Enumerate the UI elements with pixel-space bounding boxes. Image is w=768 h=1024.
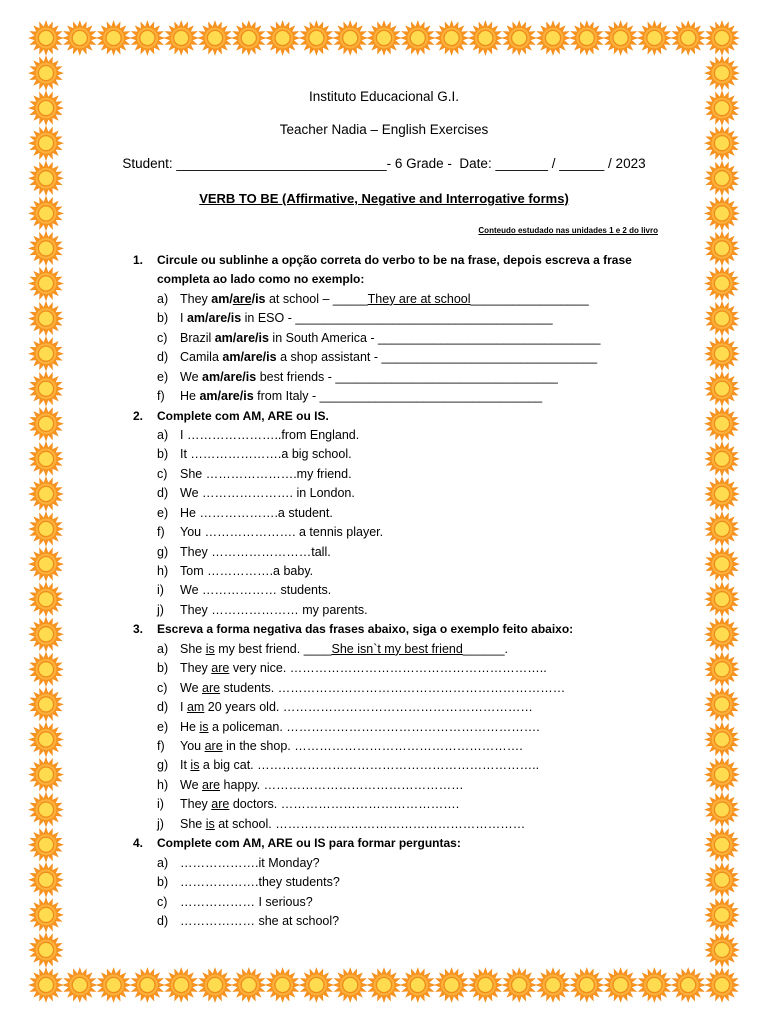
sun-border-icon [536, 968, 570, 1002]
underlined-text: They are at school [367, 291, 471, 306]
sun-border-icon [705, 582, 739, 616]
item-text: Tom …………….a baby. [180, 564, 314, 579]
item-sentence [180, 681, 565, 695]
sun-border-icon [97, 968, 131, 1002]
sun-border-icon [570, 21, 604, 55]
sun-border-icon [705, 968, 739, 1002]
item-sentence [180, 506, 333, 520]
sun-border-icon [299, 968, 333, 1002]
exercise-heading: Complete com AM, ARE ou IS para formar perguntas: [157, 836, 461, 851]
sun-border-icon [435, 21, 469, 55]
sun-border-icon [97, 21, 131, 55]
item-text: You …………………. a tennis player. [180, 525, 384, 540]
sun-border-icon [401, 21, 435, 55]
item-text: from Italy - [253, 389, 320, 404]
item-text: a big cat. ………………………………………………………….. [199, 758, 540, 773]
item-letter: e) [157, 505, 169, 520]
exercise-section [133, 620, 693, 834]
item-text: It [180, 758, 191, 773]
item-text: ……………….it Monday? [180, 855, 320, 870]
teacher-line: Teacher Nadia – English Exercises [279, 122, 489, 137]
exercise-item [133, 465, 693, 484]
item-text: ……………… she at school? [180, 913, 340, 928]
item-letter: i) [157, 583, 164, 598]
sun-border-icon [671, 968, 705, 1002]
sun-border-icon [705, 758, 739, 792]
item-text: ……………….they students? [180, 875, 340, 890]
item-letter: j) [157, 816, 164, 831]
sun-border-icon [266, 968, 300, 1002]
sun-border-icon [468, 968, 502, 1002]
item-letter: b) [157, 311, 169, 326]
item-letter: h) [157, 564, 169, 579]
verb-options: are [232, 291, 252, 306]
sun-border-icon [705, 828, 739, 862]
underlined-text: is [205, 641, 215, 656]
item-letter: b) [157, 661, 169, 676]
exercise-item [133, 854, 693, 873]
item-text: Camila [180, 350, 223, 365]
exercise-item [133, 679, 693, 698]
verb-options: am/are/is [222, 350, 277, 365]
item-sentence [180, 661, 547, 675]
sun-border-icon [130, 968, 164, 1002]
item-sentence [180, 292, 589, 306]
exercise-number: 3. [133, 622, 144, 637]
answer-blank: ____ [303, 641, 332, 656]
item-letter: a) [157, 641, 169, 656]
item-letter: c) [157, 680, 168, 695]
sun-border-icon [29, 758, 63, 792]
item-letter: g) [157, 758, 169, 773]
underlined-text: are [204, 739, 223, 753]
sun-border-icon [468, 21, 502, 55]
answer-blank: ______ [462, 641, 505, 656]
item-sentence [180, 545, 331, 559]
sun-border-icon [705, 231, 739, 265]
sun-border-icon [29, 231, 63, 265]
exercise-item [133, 504, 693, 523]
answer-blank: _______________________________ [381, 350, 598, 365]
sun-border-icon [705, 442, 739, 476]
item-text: It ………………….a big school. [180, 447, 352, 462]
item-sentence [180, 642, 508, 656]
item-sentence [180, 564, 313, 578]
item-sentence [180, 311, 553, 325]
item-letter: j) [157, 602, 164, 617]
exercise-item [133, 426, 693, 445]
sun-border-icon [29, 547, 63, 581]
exercise-item [133, 893, 693, 912]
underlined-text: are [202, 777, 221, 792]
sun-border-icon [29, 337, 63, 371]
underlined-text: is [190, 758, 200, 773]
exercise-item [133, 795, 693, 814]
exercise-section [133, 407, 693, 621]
exercise-item [133, 348, 693, 367]
item-letter: i) [157, 797, 164, 812]
sun-border-icon [705, 547, 739, 581]
item-text: She ………………….my friend. [180, 466, 352, 481]
exercise-item [133, 523, 693, 542]
item-text: They ……………………tall. [180, 544, 331, 559]
item-text: You [180, 739, 205, 753]
item-sentence [180, 720, 540, 734]
worksheet-title: VERB TO BE (Affirmative, Negative and Interrogative forms) [199, 191, 569, 206]
underlined-text: is [199, 719, 209, 734]
sun-border-icon [29, 56, 63, 90]
sun-border-icon [705, 372, 739, 406]
sun-border-icon [29, 968, 63, 1002]
underlined-text: are [211, 797, 230, 812]
sun-border-icon [29, 21, 63, 55]
item-letter: c) [157, 330, 168, 345]
exercise-item [133, 484, 693, 503]
verb-options: am/are/is [214, 330, 269, 345]
answer-blank: _____ [332, 291, 368, 306]
item-text: a shop assistant - [276, 350, 382, 365]
item-text: a policeman. ……………………………………………………. [208, 719, 540, 734]
sun-border-icon [705, 863, 739, 897]
answer-blank: ________________________________ [335, 369, 558, 384]
exercise-heading: Escreva a forma negativa das frases abaixo, siga o exemplo feito abaixo: [157, 622, 574, 637]
exercise-section [133, 834, 693, 931]
sun-border-icon [29, 372, 63, 406]
exercise-item [133, 912, 693, 931]
exercise-item [133, 640, 693, 659]
item-sentence [180, 914, 339, 928]
item-sentence [180, 331, 601, 345]
item-text: She [180, 641, 206, 656]
sun-border-icon [29, 687, 63, 721]
exercise-item [133, 698, 693, 717]
item-text: best friends - [256, 369, 336, 384]
sun-border-icon [705, 302, 739, 336]
item-text: We ……………… students. [180, 583, 332, 598]
exercise-item [133, 776, 693, 795]
sun-border-icon [29, 267, 63, 301]
exercise-heading-row [133, 834, 693, 853]
exercise-item [133, 659, 693, 678]
sun-border-icon [401, 968, 435, 1002]
item-text: very nice. …………………………………………………….. [229, 661, 547, 676]
sun-border-icon [536, 21, 570, 55]
item-letter: f) [157, 739, 165, 753]
item-sentence [180, 428, 359, 442]
sun-border-icon [198, 968, 232, 1002]
verb-options: am/are/is [186, 311, 242, 326]
student-line: Student: ____________________________- 6 Grade - Date: _______ / ______ / 2023 [122, 156, 646, 171]
item-sentence [180, 583, 331, 597]
exercise-heading-row [133, 620, 693, 639]
answer-blank: ________________________________ [378, 330, 601, 345]
exercise-item [133, 737, 693, 756]
sun-border-icon [705, 21, 739, 55]
item-sentence [180, 467, 352, 481]
item-text: He [180, 719, 200, 734]
sun-border-icon [570, 968, 604, 1002]
verb-options: am/are/is [202, 369, 257, 384]
sun-border-icon [164, 968, 198, 1002]
sun-border-icon [29, 512, 63, 546]
item-sentence [180, 447, 352, 461]
exercise-item [133, 581, 693, 600]
sun-border-icon [705, 477, 739, 511]
sun-border-icon [29, 582, 63, 616]
exercise-item [133, 873, 693, 892]
item-letter: f) [157, 525, 165, 540]
sun-border-icon [502, 21, 536, 55]
item-letter: h) [157, 777, 169, 792]
item-letter: a) [157, 291, 169, 306]
item-sentence [180, 797, 459, 811]
exercise-item [133, 718, 693, 737]
item-letter: c) [157, 466, 168, 481]
item-letter: e) [157, 369, 169, 384]
exercise-section [133, 251, 693, 407]
sun-border-icon [299, 21, 333, 55]
sun-border-icon [604, 968, 638, 1002]
sun-border-icon [604, 21, 638, 55]
item-sentence [180, 895, 313, 909]
exercise-item [133, 601, 693, 620]
item-sentence [180, 875, 340, 889]
sun-border-icon [705, 617, 739, 651]
underlined-text: am [186, 700, 205, 715]
item-letter: g) [157, 544, 169, 559]
item-text: We …………………. in London. [180, 486, 355, 501]
item-text: in South America - [268, 330, 379, 345]
item-text: at school. …………………………………………………… [214, 816, 526, 831]
item-text: They [180, 291, 212, 306]
item-text: I [180, 311, 187, 326]
item-text: in the shop. ………………………………………………. [222, 739, 523, 753]
item-text: in ESO - [241, 311, 296, 326]
sun-border-icon [671, 21, 705, 55]
exercise-item [133, 329, 693, 348]
exercise-heading: Complete com AM, ARE ou IS. [157, 408, 329, 423]
exercise-item [133, 309, 693, 328]
sun-border-icon [333, 21, 367, 55]
exercise-number: 4. [133, 836, 144, 851]
item-letter: a) [157, 855, 169, 870]
sun-border-icon [502, 968, 536, 1002]
item-sentence [180, 817, 525, 831]
exercise-item [133, 756, 693, 775]
sun-border-icon [29, 933, 63, 967]
sun-border-icon [29, 863, 63, 897]
sun-border-icon [367, 21, 401, 55]
sun-border-icon [198, 21, 232, 55]
underlined-text: is [205, 816, 215, 831]
verb-options: am/are/is [199, 389, 254, 404]
item-text: He ……………….a student. [180, 505, 333, 520]
sun-border-icon [705, 687, 739, 721]
item-sentence [180, 739, 523, 753]
answer-blank: _____________________________________ [295, 311, 553, 326]
item-sentence [180, 486, 355, 500]
verb-options: /is [251, 291, 266, 306]
item-text: 20 years old. …………………………………………………… [204, 700, 533, 715]
sun-border-icon [705, 512, 739, 546]
sun-border-icon [29, 898, 63, 932]
sun-border-icon [29, 407, 63, 441]
sun-border-icon [29, 302, 63, 336]
item-text: We [180, 777, 202, 792]
exercise-item [133, 562, 693, 581]
content-note: Conteudo estudado nas unidades 1 e 2 do livro [478, 226, 658, 235]
sun-border-icon [29, 652, 63, 686]
sun-border-icon [705, 407, 739, 441]
answer-blank: ________________________________ [319, 389, 543, 404]
verb-options: am/ [211, 291, 233, 306]
item-text: Brazil [180, 330, 215, 345]
item-sentence [180, 370, 558, 384]
item-text: students. …………………………………………………………… [220, 680, 566, 695]
answer-blank: _________________ [470, 291, 589, 306]
sun-border-icon [435, 968, 469, 1002]
item-text: happy. ………………………………………… [220, 777, 464, 792]
exercise-item [133, 368, 693, 387]
item-letter: a) [157, 427, 169, 442]
item-text: She [180, 816, 206, 831]
exercise-number: 1. [133, 253, 144, 267]
sun-border-icon [367, 968, 401, 1002]
item-sentence [180, 525, 383, 539]
item-sentence [180, 778, 464, 792]
item-text: We [180, 680, 202, 695]
underlined-text: She isn`t my best friend [331, 641, 463, 656]
sun-border-icon [63, 21, 97, 55]
item-letter: d) [157, 913, 169, 928]
sun-border-icon [29, 442, 63, 476]
sun-border-icon [29, 617, 63, 651]
sun-border-icon [29, 828, 63, 862]
underlined-text: are [202, 680, 221, 695]
item-text: I [180, 700, 187, 715]
item-sentence [180, 758, 539, 772]
exercise-item [133, 290, 693, 309]
sun-border-icon [333, 968, 367, 1002]
exercise-item [133, 387, 693, 406]
item-letter: e) [157, 719, 169, 734]
sun-border-icon [130, 21, 164, 55]
item-sentence [180, 700, 533, 714]
item-letter: b) [157, 875, 169, 890]
underlined-text: are [211, 661, 230, 676]
item-letter: f) [157, 389, 165, 404]
item-text: ……………… I serious? [180, 894, 313, 909]
item-letter: d) [157, 350, 169, 365]
item-text: doctors. ……………………………………. [229, 797, 460, 812]
item-letter: c) [157, 894, 168, 909]
exercise-list [133, 251, 693, 931]
item-text: I …………………..from England. [180, 427, 360, 442]
item-sentence [180, 603, 368, 617]
item-text: He [180, 389, 200, 404]
exercise-item [133, 445, 693, 464]
item-text: They [180, 797, 212, 812]
item-sentence [180, 389, 542, 403]
exercise-item [133, 543, 693, 562]
school-name: Instituto Educacional G.I. [308, 89, 460, 104]
item-text: . [504, 641, 509, 656]
sun-border-icon [63, 968, 97, 1002]
exercise-item [133, 815, 693, 834]
sun-border-icon [705, 267, 739, 301]
sun-border-icon [266, 21, 300, 55]
sun-border-icon [705, 933, 739, 967]
exercise-heading-row [133, 251, 693, 290]
sun-border-icon [705, 652, 739, 686]
sun-border-icon [164, 21, 198, 55]
item-letter: b) [157, 447, 169, 462]
item-text: They [180, 661, 212, 676]
item-text: We [180, 369, 202, 384]
sun-border-icon [232, 21, 266, 55]
sun-border-icon [637, 968, 671, 1002]
exercise-number: 2. [133, 408, 144, 423]
sun-border-icon [705, 793, 739, 827]
sun-border-icon [705, 337, 739, 371]
item-text: at school – [265, 291, 333, 306]
sun-border-icon [232, 968, 266, 1002]
sun-border-icon [29, 477, 63, 511]
item-text: They ………………… my parents. [180, 602, 368, 617]
item-text: my best friend. [214, 641, 304, 656]
sun-border-icon [29, 793, 63, 827]
exercise-heading-row [133, 407, 693, 426]
item-sentence [180, 350, 597, 364]
exercise-heading: Circule ou sublinhe a opção correta do verbo to be na frase, depois escreva a frase completa ao lado como no exemplo: [157, 253, 632, 287]
sun-border-icon [705, 723, 739, 757]
sun-border-icon [705, 56, 739, 90]
sun-border-icon [29, 723, 63, 757]
sun-border-icon [637, 21, 671, 55]
sun-border-icon [705, 898, 739, 932]
item-letter: d) [157, 700, 169, 715]
item-letter: d) [157, 486, 169, 501]
item-sentence [180, 856, 320, 870]
